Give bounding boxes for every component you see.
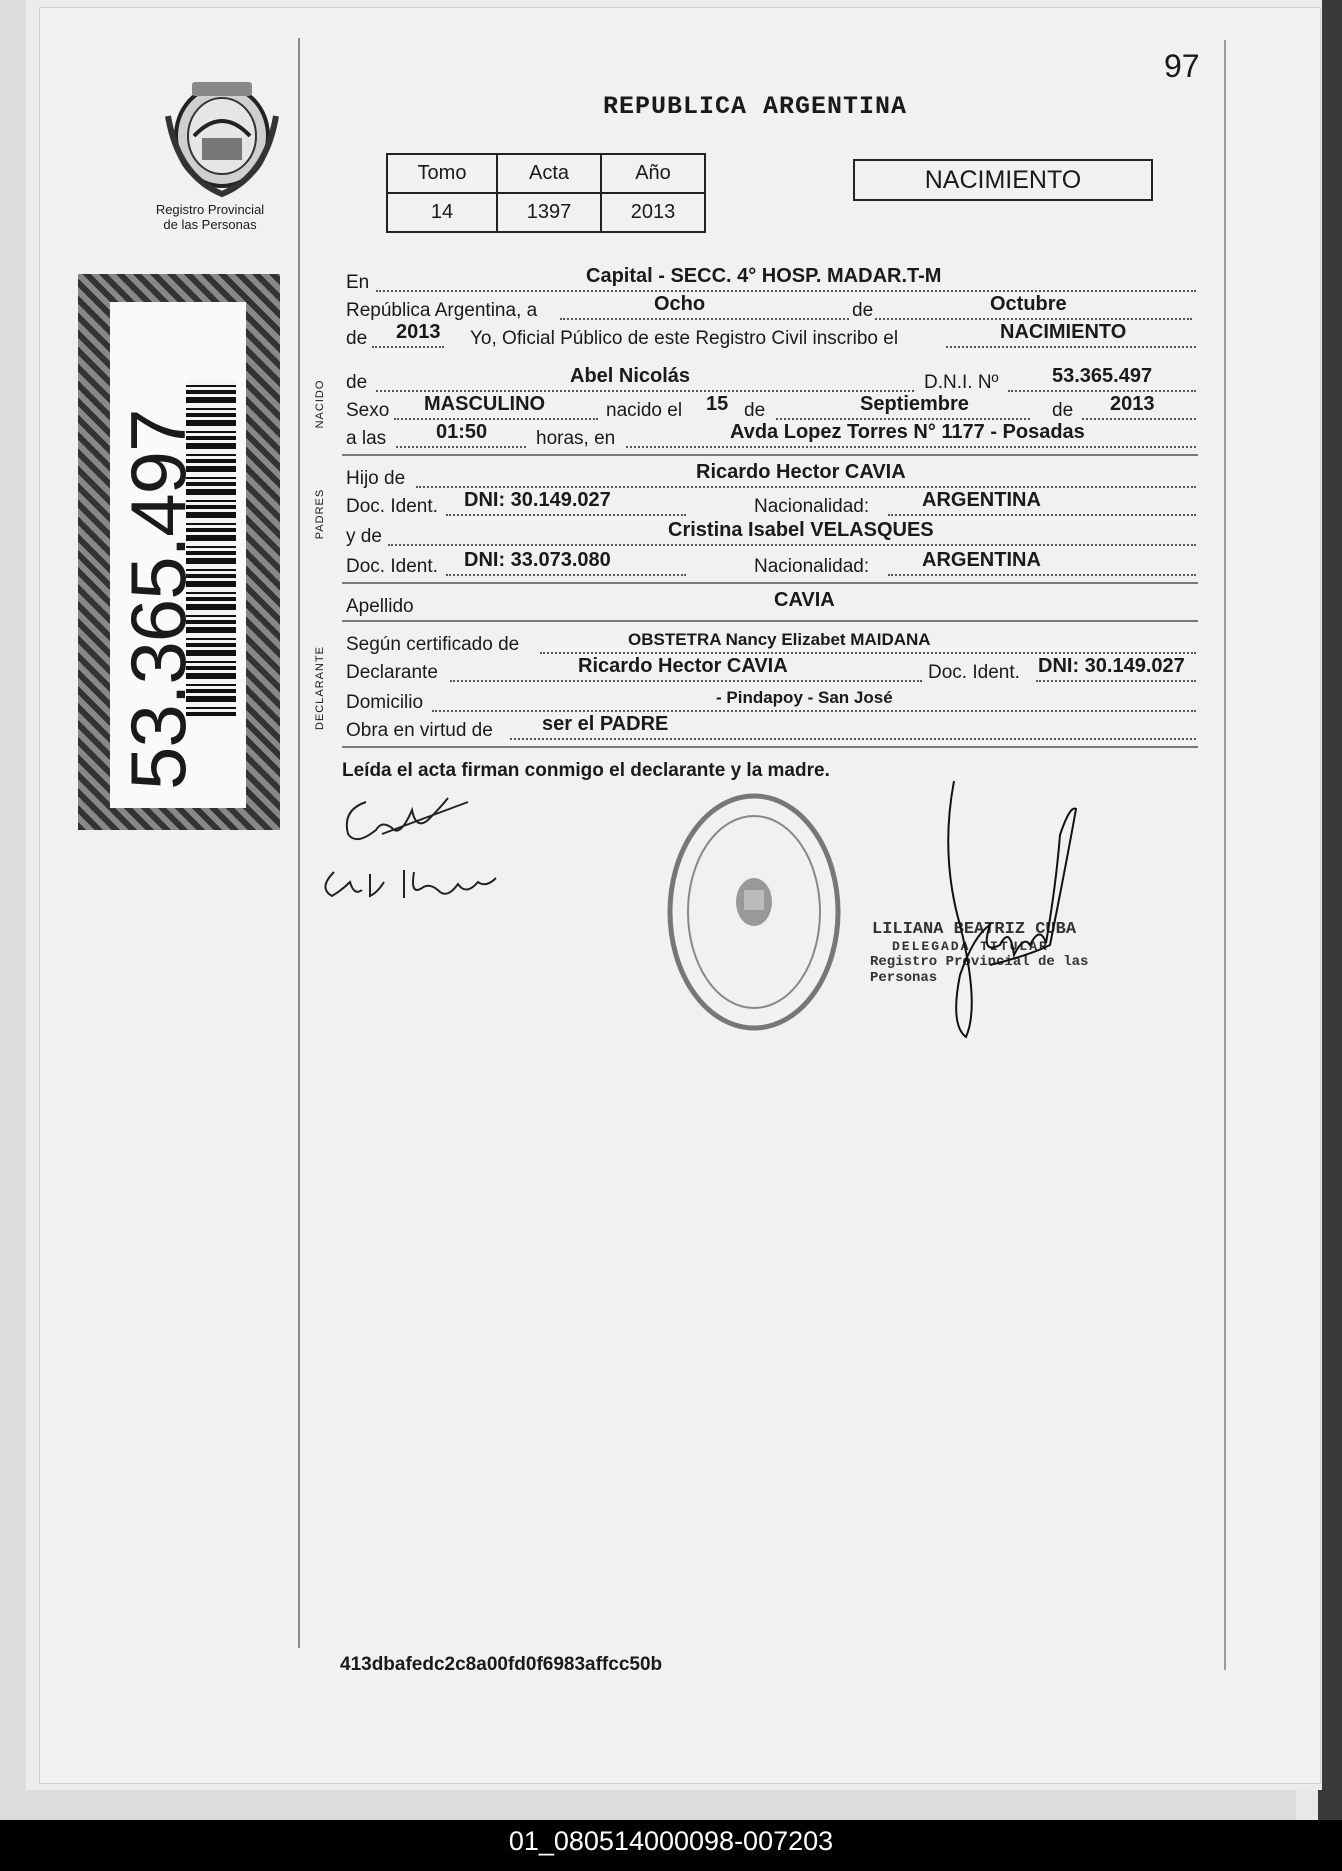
domicilio-value: - Pindapoy - San José	[716, 688, 893, 707]
row-oficial	[346, 321, 1196, 352]
child-name-value: Abel Nicolás	[570, 365, 691, 387]
document-kind-box: NACIMIENTO	[853, 159, 1153, 201]
horas-label: horas, en	[536, 428, 616, 449]
nacionalidad-label-2: Nacionalidad:	[754, 556, 870, 577]
birth-place-value: Avda Lopez Torres N° 1177 - Posadas	[730, 421, 1085, 443]
dotted-line	[1082, 418, 1196, 420]
nacionalidad-label: Nacionalidad:	[754, 496, 870, 517]
document-title: REPUBLICA ARGENTINA	[602, 92, 908, 121]
place-value: Capital - SECC. 4° HOSP. MADAR.T-M	[586, 265, 942, 287]
dotted-line	[888, 574, 1196, 576]
registry-table	[386, 153, 706, 233]
mother-signature	[314, 852, 504, 912]
doc-label: Doc. Ident.	[346, 496, 438, 517]
year-value: 2013	[396, 321, 441, 343]
nacido-el-label: nacido el	[606, 400, 683, 421]
closing-statement: Leída el acta firman conmigo el declarante y la madre.	[342, 760, 830, 781]
official-signature	[930, 775, 1130, 1045]
father-name-value: Ricardo Hector CAVIA	[696, 461, 906, 483]
father-nationality-value: ARGENTINA	[922, 489, 1041, 511]
seal-caption	[140, 202, 280, 232]
dotted-line	[560, 318, 1192, 320]
acta-header: Acta	[497, 154, 601, 193]
tomo-header: Tomo	[387, 154, 497, 193]
alas-label: a las	[346, 428, 387, 449]
de-label-2: de	[346, 328, 368, 349]
en-label: En	[346, 272, 370, 293]
dotted-line	[388, 544, 1196, 546]
dotted-line	[396, 446, 526, 448]
barcode-number: 53.365.497	[114, 409, 202, 790]
declarante-value: Ricardo Hector CAVIA	[578, 655, 788, 677]
time-value: 01:50	[436, 421, 488, 443]
row-obra	[346, 713, 1196, 744]
row-declarante	[346, 655, 1196, 686]
dotted-line	[888, 514, 1196, 516]
dotted-line	[394, 418, 598, 420]
mother-doc-value: DNI: 33.073.080	[464, 549, 611, 571]
doc-label-3: Doc. Ident.	[928, 662, 1020, 683]
act-value: NACIMIENTO	[1000, 321, 1127, 343]
father-doc-value: DNI: 30.149.027	[464, 489, 611, 511]
de-label-5: de	[1052, 400, 1074, 421]
dotted-line	[416, 486, 1196, 488]
margin-line-right	[1224, 40, 1226, 1670]
row-mother	[346, 519, 1196, 550]
obra-value: ser el PADRE	[542, 713, 669, 735]
dotted-line	[372, 346, 444, 348]
dotted-line	[450, 680, 922, 682]
apellido-label: Apellido	[346, 596, 414, 617]
dotted-line	[540, 652, 1196, 654]
tomo-value: 14	[387, 193, 497, 232]
de-label-4: de	[744, 400, 766, 421]
yde-label: y de	[346, 526, 382, 547]
dotted-line	[1008, 390, 1196, 392]
side-label-nacido: NACIDO	[314, 379, 326, 429]
doc-label-2: Doc. Ident.	[346, 556, 438, 577]
dotted-line	[510, 738, 1196, 740]
seal-caption-line1: Registro Provincial	[155, 202, 265, 217]
mother-nationality-value: ARGENTINA	[922, 549, 1041, 571]
page-number: 97	[1164, 48, 1200, 84]
row-domicilio	[346, 690, 1196, 716]
divider	[342, 746, 1198, 748]
row-apellido	[346, 589, 1196, 620]
month-value: Octubre	[990, 293, 1067, 315]
anio-value: 2013	[601, 193, 705, 232]
mother-name-value: Cristina Isabel VELASQUES	[668, 519, 934, 541]
document-hash: 413dbafedc2c8a00fd0f6983affcc50b	[340, 1654, 663, 1675]
declarant-signature	[336, 790, 476, 850]
scan-filename: 01_080514000098-007203	[508, 1826, 834, 1856]
dotted-line	[776, 418, 1030, 420]
dotted-line	[1036, 680, 1196, 682]
margin-line-left	[298, 38, 300, 1648]
republica-label: República Argentina, a	[346, 300, 538, 321]
dotted-line	[946, 346, 1196, 348]
birth-day-value: 15	[706, 393, 729, 415]
dotted-line	[626, 446, 1196, 448]
apellido-value: CAVIA	[774, 589, 835, 611]
row-en	[346, 265, 1196, 296]
row-hora	[346, 421, 1196, 452]
obra-label: Obra en virtud de	[346, 720, 493, 741]
oficial-text: Yo, Oficial Público de este Registro Civil inscribo el	[470, 328, 899, 349]
declarante-doc-value: DNI: 30.149.027	[1038, 655, 1185, 677]
divider	[342, 620, 1198, 622]
dotted-line	[446, 514, 686, 516]
dotted-line	[376, 290, 1196, 292]
official-role: DELEGADA TITULAR	[892, 939, 1049, 954]
de-label: de	[852, 300, 874, 321]
certificado-value: OBSTETRA Nancy Elizabet MAIDANA	[628, 630, 931, 649]
official-stamp	[664, 790, 844, 1034]
anio-header: Año	[601, 154, 705, 193]
dotted-line	[446, 574, 686, 576]
dni-label: D.N.I. Nº	[924, 372, 999, 393]
row-father-doc	[346, 489, 1196, 520]
row-mother-doc	[346, 549, 1196, 580]
day-value: Ocho	[654, 293, 706, 315]
declarante-label: Declarante	[346, 662, 438, 683]
provincial-seal-logo	[158, 76, 286, 206]
acta-value: 1397	[497, 193, 601, 232]
birth-month-value: Septiembre	[860, 393, 969, 415]
divider	[342, 454, 1198, 456]
side-label-declarante: DECLARANTE	[314, 646, 326, 730]
certificado-label: Según certificado de	[346, 634, 520, 655]
dotted-line	[432, 710, 1196, 712]
hijo-label: Hijo de	[346, 468, 406, 489]
official-name: LILIANA BEATRIZ CUBA	[872, 920, 1077, 939]
seal-caption-line2: de las Personas	[163, 217, 257, 232]
dotted-line	[376, 390, 914, 392]
sexo-label: Sexo	[346, 400, 390, 421]
domicilio-label: Domicilio	[346, 692, 424, 713]
dni-value: 53.365.497	[1052, 365, 1153, 387]
sexo-value: MASCULINO	[424, 393, 546, 415]
official-office: Registro Provincial de las Personas	[870, 954, 1089, 986]
de-label-3: de	[346, 372, 368, 393]
side-label-padres: PADRES	[314, 488, 326, 540]
birth-year-value: 2013	[1110, 393, 1155, 415]
divider	[342, 582, 1198, 584]
